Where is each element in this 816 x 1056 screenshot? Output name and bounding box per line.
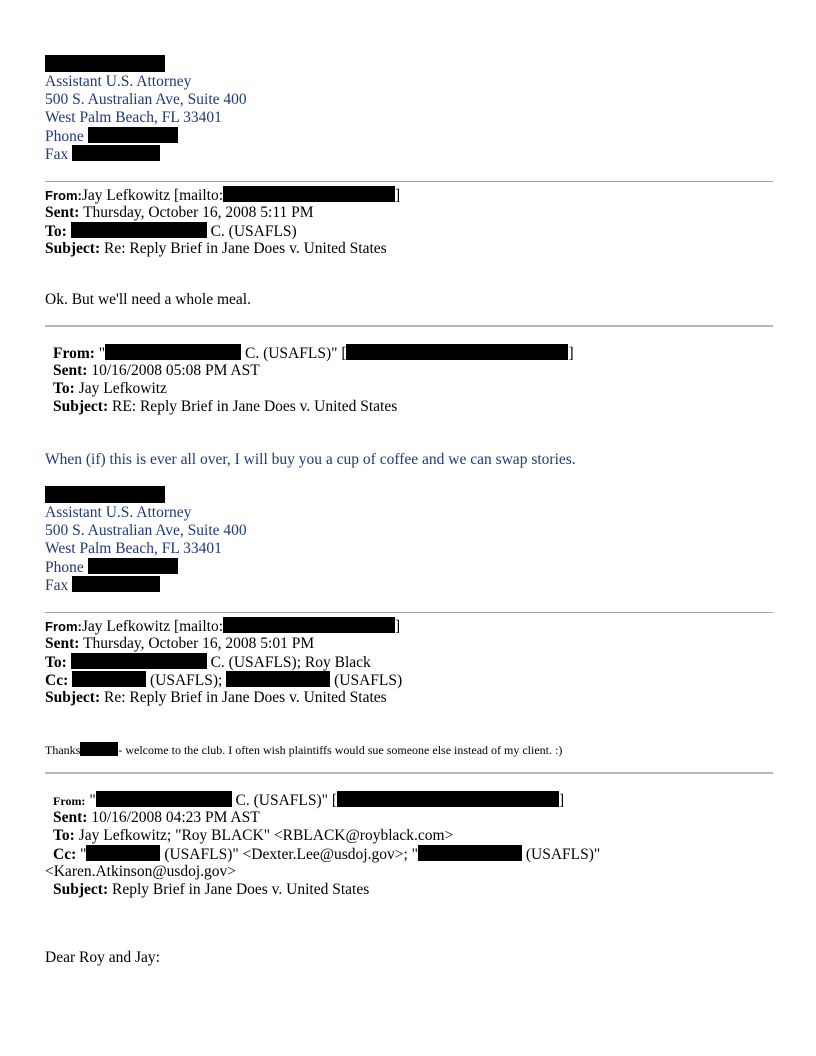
from-label: From: [53, 345, 95, 362]
sent-label: Sent: [45, 635, 80, 652]
email1-sent [45, 204, 314, 222]
subject-value: Re: Reply Brief in Jane Does v. United States [103, 689, 387, 706]
signature-phone [45, 558, 178, 577]
signature-address-line2: West Palm Beach, FL 33401 [45, 540, 222, 557]
subject-label: Subject: [53, 881, 109, 898]
from-value: C. (USAFLS)" [ [244, 345, 347, 362]
email4-to [53, 827, 453, 845]
email4-from [53, 791, 564, 810]
signature-fax [45, 576, 160, 595]
redacted-phone [88, 558, 178, 574]
divider [45, 181, 773, 182]
email2-to [53, 380, 167, 398]
from-label: From: [53, 794, 86, 808]
to-label: To: [53, 827, 75, 844]
email1-subject [45, 240, 387, 258]
email3-from [45, 617, 400, 636]
redacted-email [337, 791, 559, 807]
from-value: C. (USAFLS)" [ [235, 792, 338, 809]
redacted-fax [72, 145, 160, 161]
email3-cc [45, 671, 402, 690]
email4-cc-continued: <Karen.Atkinson@usdoj.gov> [45, 863, 237, 880]
to-value: C. (USAFLS) [210, 223, 297, 240]
redacted-email [223, 186, 395, 202]
redacted-name [226, 671, 330, 687]
subject-label: Subject: [53, 398, 109, 415]
quote: " [80, 846, 87, 863]
sent-value: Thursday, October 16, 2008 5:01 PM [83, 635, 315, 652]
cc-label: Cc: [53, 846, 77, 863]
from-value: Jay Lefkowitz [mailto: [81, 187, 224, 204]
to-label: To: [53, 380, 75, 397]
signature-address-line2: West Palm Beach, FL 33401 [45, 109, 222, 126]
redacted-fax [72, 576, 160, 592]
redacted-name [45, 486, 165, 503]
sent-value: 10/16/2008 04:23 PM AST [91, 809, 260, 826]
email3-subject [45, 689, 387, 707]
subject-value: Reply Brief in Jane Does v. United States [111, 881, 370, 898]
phone-label: Phone [45, 559, 84, 576]
email1-body: Ok. But we'll need a whole meal. [45, 291, 251, 308]
email4-subject [53, 881, 369, 899]
email1-from [45, 186, 400, 205]
sent-value: Thursday, October 16, 2008 5:11 PM [83, 204, 314, 221]
to-label: To: [45, 654, 67, 671]
sent-label: Sent: [53, 809, 88, 826]
cc-value: (USAFLS); [150, 672, 223, 689]
to-value: Jay Lefkowitz; "Roy BLACK" <RBLACK@royblack.com> [78, 827, 454, 844]
from-label: From: [45, 188, 82, 203]
cc-value: (USAFLS) [334, 672, 403, 689]
email4-body: Dear Roy and Jay: [45, 949, 160, 966]
redacted-name [86, 845, 160, 861]
subject-label: Subject: [45, 689, 101, 706]
signature-fax [45, 145, 160, 164]
redacted-name [72, 671, 146, 687]
sent-label: Sent: [53, 362, 88, 379]
redacted-name [71, 653, 207, 669]
email3-to [45, 653, 371, 672]
redacted-name [71, 222, 207, 238]
email2-from [53, 344, 574, 363]
email2-subject [53, 398, 397, 416]
cc-label: Cc: [45, 672, 69, 689]
cc-value: (USAFLS)" <Dexter.Lee@usdoj.gov>; " [164, 846, 418, 863]
email3-body [45, 742, 562, 757]
redacted-name [45, 55, 165, 72]
redacted-email [346, 344, 568, 360]
quote: " [98, 345, 106, 362]
email2-body: When (if) this is ever all over, I will buy you a cup of coffee and we can swap stories. [45, 451, 576, 468]
divider [45, 612, 773, 613]
bracket: ] [395, 187, 401, 204]
divider [45, 772, 773, 774]
redacted-email [223, 617, 395, 633]
email1-to [45, 222, 297, 241]
bracket: ] [568, 345, 574, 362]
fax-label: Fax [45, 146, 69, 163]
redacted-phone [88, 127, 178, 143]
signature-phone [45, 127, 178, 146]
email2-sent [53, 362, 260, 380]
email4-cc [53, 845, 600, 864]
subject-label: Subject: [45, 240, 101, 257]
to-label: To: [45, 223, 67, 240]
quote: " [89, 792, 96, 809]
fax-label: Fax [45, 577, 69, 594]
bracket: ] [559, 792, 565, 809]
to-value: Jay Lefkowitz [78, 380, 167, 397]
signature-title: Assistant U.S. Attorney [45, 504, 192, 521]
signature-address-line1: 500 S. Australian Ave, Suite 400 [45, 522, 247, 539]
redacted-name [105, 344, 241, 360]
bracket: ] [395, 618, 401, 635]
sent-value: 10/16/2008 05:08 PM AST [91, 362, 260, 379]
subject-value: Re: Reply Brief in Jane Does v. United States [103, 240, 387, 257]
redacted-name [418, 845, 522, 861]
body-rest: - welcome to the club. I often wish plaintiffs would sue someone else instead of my client. :) [118, 743, 563, 757]
from-value: Jay Lefkowitz [mailto: [81, 618, 224, 635]
redacted-name [96, 791, 232, 807]
from-label: From: [45, 619, 82, 634]
cc-value: (USAFLS)" [525, 846, 601, 863]
email4-sent [53, 809, 260, 827]
subject-value: RE: Reply Brief in Jane Does v. United States [111, 398, 398, 415]
email3-sent [45, 635, 314, 653]
signature-address-line1: 500 S. Australian Ave, Suite 400 [45, 91, 247, 108]
signature-title: Assistant U.S. Attorney [45, 73, 192, 90]
sent-label: Sent: [45, 204, 80, 221]
body-prefix: Thanks [45, 743, 81, 757]
to-value: C. (USAFLS); Roy Black [210, 654, 371, 671]
divider [45, 325, 773, 327]
redacted-name [80, 742, 118, 756]
phone-label: Phone [45, 128, 84, 145]
